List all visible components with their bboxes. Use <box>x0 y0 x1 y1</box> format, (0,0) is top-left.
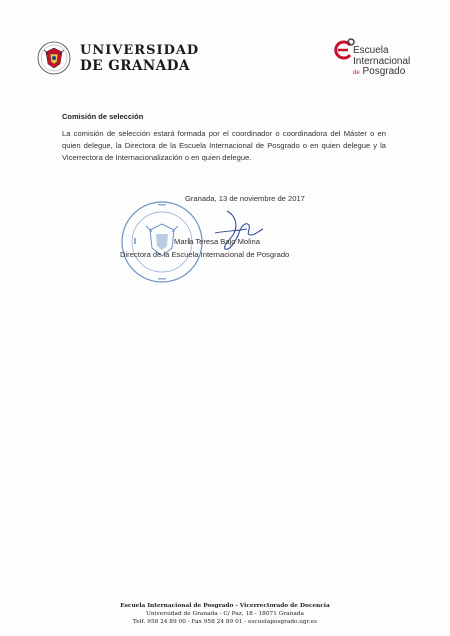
section-title: Comisión de selección <box>62 112 144 121</box>
signer-role: Directora de la Escuela Internacional de Posgrado <box>120 250 290 259</box>
university-name-line1: UNIVERSIDAD <box>80 43 200 58</box>
footer-line1: Escuela Internacional de Posgrado - Vicerrectorado de Docencia <box>120 603 330 609</box>
footer-line3: Telf. 958 24 89 00 - Fax 958 24 89 01 - escuelaposgrado.ugr.es <box>132 619 318 625</box>
ugr-logo <box>36 40 200 76</box>
university-name-line2: DE GRANADA <box>80 58 190 74</box>
school-name-line2: Internacional <box>353 55 411 67</box>
page-footer <box>0 602 450 626</box>
signature-date: Granada, 13 de noviembre de 2017 <box>185 194 305 203</box>
ugr-crest-icon <box>36 40 72 76</box>
signer-name: María Teresa Bajo Molina <box>174 237 260 246</box>
eip-logo <box>331 38 431 86</box>
school-name-line3: Posgrado <box>362 66 406 77</box>
school-name-line1: Escuela <box>353 45 389 56</box>
selection-committee-paragraph: La comisión de selección estará formada por el coordinador o coordinadora del Máster o en quien delegue, la Directora de la Escuela Internacional de Posgrado o en quien delegue y la Vicerrectora de Internacionalización o en quien delegue. <box>62 129 386 163</box>
school-name-prefix: de <box>353 70 360 76</box>
handwritten-signature <box>205 205 265 255</box>
footer-line2: Universidad de Granada - C/ Paz, 18 - 18071 Granada <box>146 611 304 617</box>
eip-mark-icon <box>331 38 355 62</box>
